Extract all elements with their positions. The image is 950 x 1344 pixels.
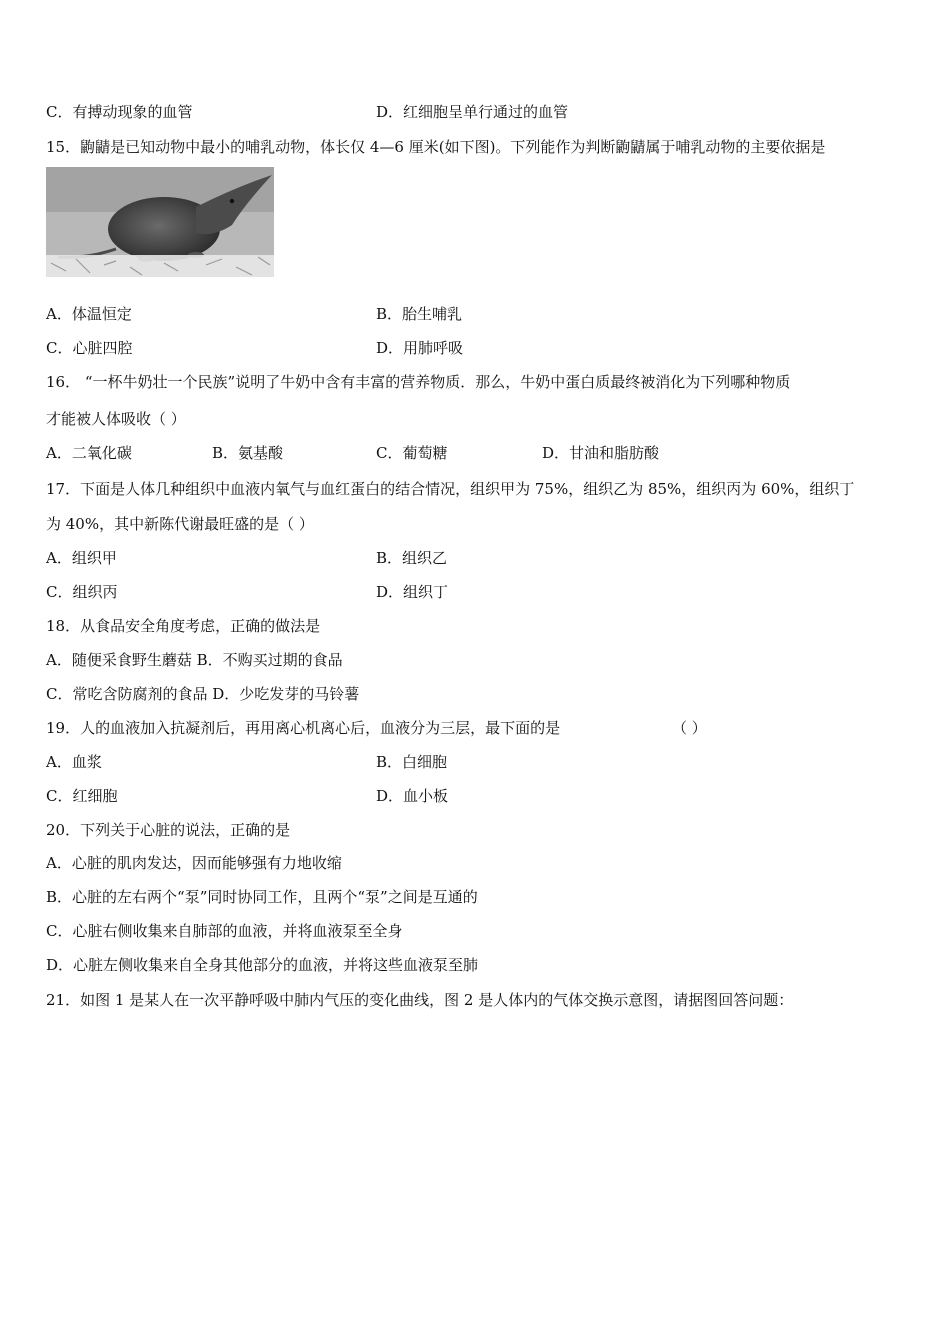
- q19-option-c: C．红细胞: [46, 787, 118, 805]
- q21-stem: 21．如图 1 是某人在一次平静呼吸中肺内气压的变化曲线，图 2 是人体内的气体交换示意图，请据图回答问题：: [46, 991, 794, 1009]
- q16-stem-line1: 16． “一杯牛奶壮一个民族”说明了牛奶中含有丰富的营养物质．那么，牛奶中蛋白质最终被消化为下列哪种物质: [46, 373, 791, 391]
- q20-option-b: B．心脏的左右两个“泵”同时协同工作，且两个“泵”之间是互通的: [46, 888, 478, 906]
- q19-option-b: B．白细胞: [376, 753, 448, 771]
- q19-stem: 19．人的血液加入抗凝剂后，再用离心机离心后，血液分为三层，最下面的是: [46, 719, 561, 737]
- q18-stem: 18．从食品安全角度考虑，正确的做法是: [46, 617, 321, 635]
- q16-option-d: D．甘油和脂肪酸: [542, 444, 660, 462]
- q15-option-c: C．心脏四腔: [46, 339, 133, 357]
- q15-option-d: D．用肺呼吸: [376, 339, 464, 357]
- q16-stem-line2: 才能被人体吸收（ ）: [46, 410, 186, 428]
- q17-option-a: A．组织甲: [46, 549, 117, 567]
- q15-option-b: B．胎生哺乳: [376, 305, 463, 323]
- q17-option-d: D．组织丁: [376, 583, 449, 601]
- q15-stem: 15．鼩鼱是已知动物中最小的哺乳动物，体长仅 4—6 厘米(如下图)。下列能作为判断鼩鼱属于哺乳动物的主要依据是: [46, 138, 826, 156]
- q19-option-d: D．血小板: [376, 787, 449, 805]
- q14-option-c: C．有搏动现象的血管: [46, 103, 193, 121]
- q17-option-b: B．组织乙: [376, 549, 448, 567]
- q19-option-a: A．血浆: [46, 753, 102, 771]
- shrew-photo: [46, 167, 274, 277]
- q17-stem-line2: 为 40%，其中新陈代谢最旺盛的是（ ）: [46, 515, 314, 533]
- q19-answer-blank: （ ）: [672, 719, 707, 737]
- q18-options-cd: C．常吃含防腐剂的食品 D．少吃发芽的马铃薯: [46, 685, 360, 703]
- q17-option-c: C．组织丙: [46, 583, 118, 601]
- q16-option-c: C．葡萄糖: [376, 444, 448, 462]
- q16-option-b: B．氨基酸: [212, 444, 284, 462]
- q16-option-a: A．二氧化碳: [46, 444, 132, 462]
- q18-options-ab: A．随便采食野生蘑菇 B．不购买过期的食品: [46, 651, 343, 669]
- q15-option-a: A．体温恒定: [46, 305, 132, 323]
- q17-stem-line1: 17．下面是人体几种组织中血液内氧气与血红蛋白的结合情况，组织甲为 75%，组织乙为 85%，组织丙为 60%，组织丁: [46, 480, 855, 498]
- q20-option-a: A．心脏的肌肉发达，因而能够强有力地收缩: [46, 854, 342, 872]
- q14-option-d: D．红细胞呈单行通过的血管: [376, 103, 569, 121]
- q20-option-c: C．心脏右侧收集来自肺部的血液，并将血液泵至全身: [46, 922, 403, 940]
- q20-option-d: D．心脏左侧收集来自全身其他部分的血液，并将这些血液泵至肺: [46, 956, 479, 974]
- q20-stem: 20．下列关于心脏的说法，正确的是: [46, 821, 291, 839]
